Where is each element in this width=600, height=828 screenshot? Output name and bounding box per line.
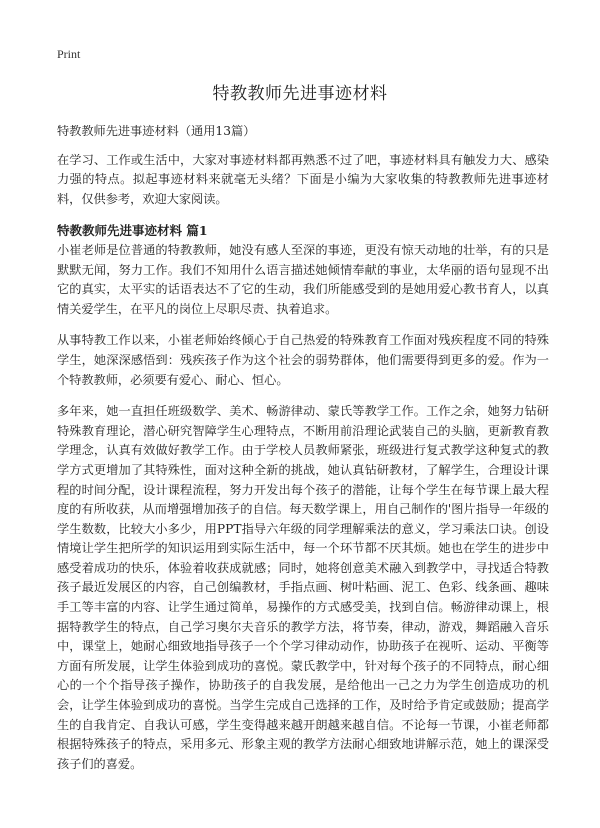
print-link[interactable]: Print: [57, 47, 81, 61]
intro-paragraph: 在学习、工作或生活中，大家对事迹材料都再熟悉不过了吧，事迹材料具有触发力大、感染力强的特点。拟起事迹材料来就毫无头绪？下面是小编为大家收集的特教教师先进事迹材料，仅供参考，欢迎大家阅读。: [57, 152, 549, 206]
section-heading: 特教教师先进事迹材料 篇1: [57, 223, 208, 239]
document-title: 特教教师先进事迹材料: [212, 84, 388, 104]
body-paragraph-2: 从事特教工作以来，小崔老师始终倾心于自己热爱的特殊教育工作面对残疾程度不同的特殊学生，她深深感悟到：残疾孩子作为这个社会的弱势群体，他们需要得到更多的爱。作为一个特教教师，必须要有爱心、耐心、恒心。: [57, 333, 549, 387]
body-paragraph-3: 多年来，她一直担任班级数学、美术、畅游律动、蒙氏等教学工作。工作之余，她努力钻研特殊教育理论，潜心研究智障学生心理特点，不断用前沿理论武装自己的头脑，更新教育教学理念，认真有效做好教学工作。由于学校人员教师紧张，班级进行复式教学这种复式的教学方式更增加了其特殊性，面对这种全新的挑战，她认真钻研教材，了解学生，合理设计课程的时间分配，设计课程流程，努力开发出每个孩子的潜能，让每个学生在每节课上最大程度的有所收获，从而增强增加孩子的自信。每天数学课上，用自己制作的'图片指导一年级的学生数数，比较大小多少，用PPT指导六年级的同学理解乘法的意义，学习乘法口诀。创设情境让学生把所学的知识运用到实际生活中，每一个环节都不厌其烦。她也在学生的进步中感受着成功的快乐，体验着收获成就感；同时，她将创意美术融入到教学中，寻找适合特教孩子最近发展区的内容，自己创编教材，手指点画、树叶粘画、泥工、色彩、线条画、趣味手工等丰富的内容、让学生通过简单，易操作的方式感受美，找到自信。畅游律动课上，根据特教学生的特点，自己学习奥尔夫音乐的教学方法，将节奏，律动，游戏，舞蹈融入音乐中，课堂上，她耐心细致地指导孩子一个个学习律动动作，协助孩子在视听、运动、平衡等方面有所发展，让学生体验到成功的喜悦。蒙氏教学中，针对每个孩子的不同特点，耐心细心的一个个指导孩子操作，协助孩子的自我发展，是给他出一己之力为学生创造成功的机会，让学生体验到成功的喜悦。当学生完成自己选择的工作，及时给予肯定或鼓励；提高学生的自我肯定、自我认可感，学生变得越来越开朗越来越自信。不论每一节课，小崔老师都根据特殊孩子的特点，采用多元、形象主观的教学方法耐心细致地讲解示范，她上的课深受孩子们的喜爱。: [57, 404, 549, 771]
document-subtitle: 特教教师先进事迹材料（通用13篇）: [57, 124, 256, 138]
body-paragraph-1: 小崔老师是位普通的特教教师，她没有感人至深的事迹，更没有惊天动地的壮举，有的只是默默无闻，努力工作。我们不知用什么语言描述她倾情奉献的事业，太华丽的语句显现不出它的真实，太平实的话语表达不了它的生动，我们所能感受到的是她用爱心教书育人，以真情关爱学生，在平凡的岗位上尽职尽责、执着追求。: [57, 242, 549, 316]
document-body: [57, 122, 549, 774]
